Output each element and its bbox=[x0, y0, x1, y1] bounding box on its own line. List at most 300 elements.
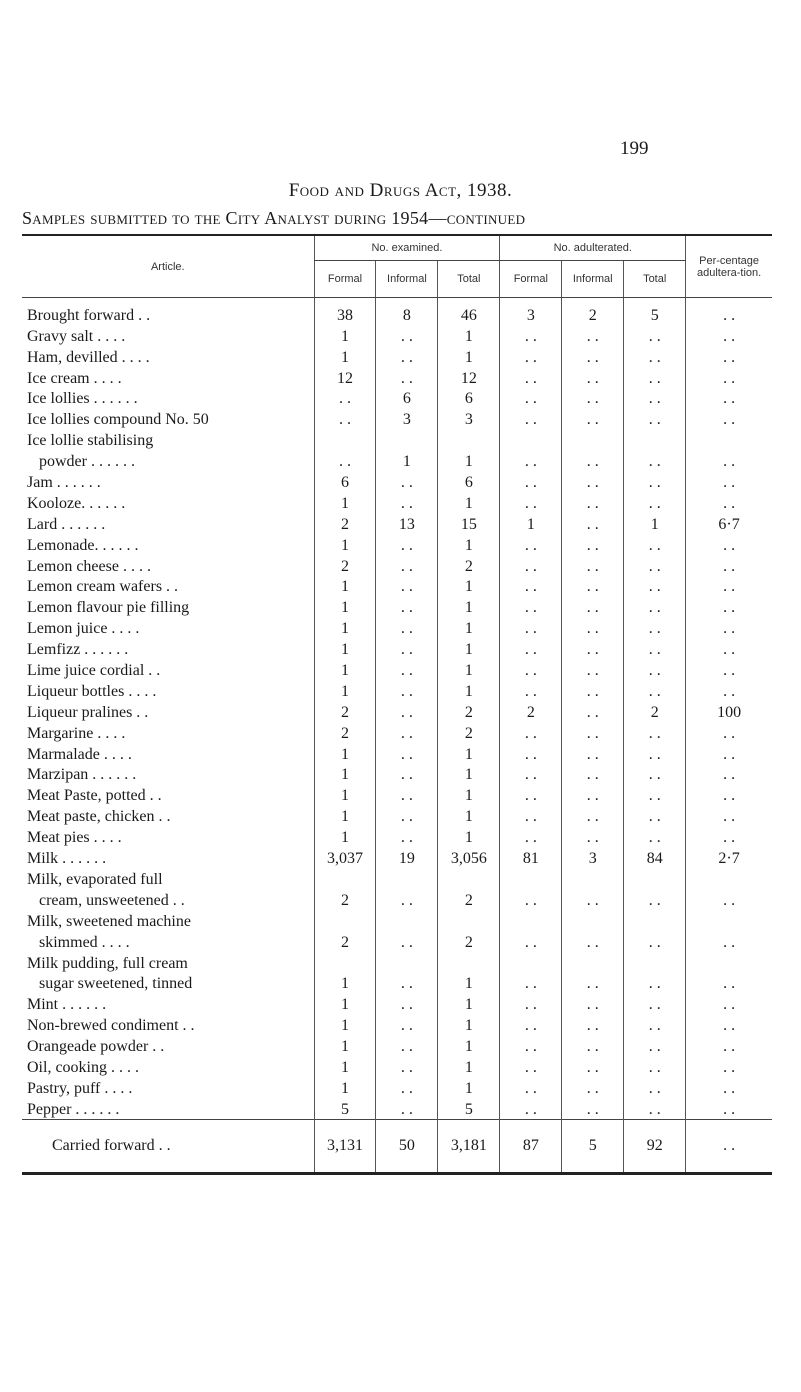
adulterated-formal-cell: . . bbox=[500, 408, 562, 429]
adulterated-formal-cell: . . bbox=[500, 764, 562, 785]
article-cell: Jam . . . . . . bbox=[27, 474, 101, 492]
examined-total-cell: 1 bbox=[438, 805, 500, 826]
percentage-cell: . . bbox=[686, 298, 772, 325]
adulterated-total-cell: 84 bbox=[624, 847, 686, 868]
adulterated-informal-cell: . . bbox=[562, 1056, 624, 1077]
examined-informal-cell bbox=[376, 429, 438, 450]
table-row bbox=[22, 408, 772, 429]
adulterated-formal-cell: . . bbox=[500, 346, 562, 367]
examined-total-cell: 2 bbox=[438, 931, 500, 952]
adulterated-formal-cell: . . bbox=[500, 722, 562, 743]
examined-informal-cell: . . bbox=[376, 576, 438, 597]
header-examined-formal: Formal bbox=[314, 261, 376, 298]
examined-informal-cell: . . bbox=[376, 1056, 438, 1077]
adulterated-formal-cell: . . bbox=[500, 784, 562, 805]
adulterated-formal-cell: . . bbox=[500, 596, 562, 617]
examined-total-cell: 1 bbox=[438, 450, 500, 471]
adulterated-total-cell: . . bbox=[624, 680, 686, 701]
adulterated-formal-cell: . . bbox=[500, 680, 562, 701]
percentage-cell: . . bbox=[686, 680, 772, 701]
examined-total-cell: 6 bbox=[438, 388, 500, 409]
examined-formal-cell: 1 bbox=[314, 1014, 376, 1035]
examined-formal-cell: . . bbox=[314, 388, 376, 409]
adulterated-formal-cell: . . bbox=[500, 1077, 562, 1098]
adulterated-total-cell: . . bbox=[624, 617, 686, 638]
percentage-cell bbox=[686, 910, 772, 931]
adulterated-informal-cell: . . bbox=[562, 764, 624, 785]
adulterated-formal-cell: . . bbox=[500, 1056, 562, 1077]
adulterated-informal-cell: . . bbox=[562, 701, 624, 722]
adulterated-total-cell bbox=[624, 429, 686, 450]
adulterated-informal-cell: . . bbox=[562, 388, 624, 409]
examined-formal-cell: 1 bbox=[314, 764, 376, 785]
percentage-cell: . . bbox=[686, 492, 772, 513]
table-row bbox=[22, 298, 772, 325]
examined-formal-cell: 1 bbox=[314, 1077, 376, 1098]
table-row bbox=[22, 952, 772, 973]
adulterated-formal-cell: . . bbox=[500, 492, 562, 513]
adulterated-total-cell: 2 bbox=[624, 701, 686, 722]
header-percentage: Per-centage adultera-tion. bbox=[686, 235, 772, 298]
adulterated-total-cell: . . bbox=[624, 555, 686, 576]
header-adulterated-formal: Formal bbox=[500, 261, 562, 298]
examined-total-cell: 2 bbox=[438, 722, 500, 743]
adulterated-informal-cell: . . bbox=[562, 534, 624, 555]
examined-total-cell: 3,056 bbox=[438, 847, 500, 868]
adulterated-formal-cell: . . bbox=[500, 805, 562, 826]
percentage-cell: . . bbox=[686, 471, 772, 492]
examined-total-cell: 6 bbox=[438, 471, 500, 492]
table-row bbox=[22, 492, 772, 513]
percentage-cell: . . bbox=[686, 1035, 772, 1056]
examined-total-cell bbox=[438, 910, 500, 931]
table-row bbox=[22, 1098, 772, 1119]
examined-informal-cell: . . bbox=[376, 722, 438, 743]
article-cell: Lemon juice . . . . bbox=[27, 620, 140, 638]
carried-adulterated-total: 92 bbox=[624, 1119, 686, 1173]
examined-formal-cell: 1 bbox=[314, 993, 376, 1014]
adulterated-informal-cell: . . bbox=[562, 889, 624, 910]
examined-total-cell: 1 bbox=[438, 596, 500, 617]
article-cell: Mint . . . . . . bbox=[27, 996, 107, 1014]
examined-informal-cell: . . bbox=[376, 1077, 438, 1098]
examined-total-cell: 46 bbox=[438, 298, 500, 325]
adulterated-total-cell: . . bbox=[624, 325, 686, 346]
adulterated-formal-cell: . . bbox=[500, 367, 562, 388]
adulterated-formal-cell: 2 bbox=[500, 701, 562, 722]
adulterated-total-cell: 1 bbox=[624, 513, 686, 534]
adulterated-informal-cell: . . bbox=[562, 471, 624, 492]
percentage-cell: . . bbox=[686, 764, 772, 785]
adulterated-total-cell: . . bbox=[624, 1035, 686, 1056]
examined-total-cell bbox=[438, 868, 500, 889]
adulterated-informal-cell: . . bbox=[562, 346, 624, 367]
adulterated-informal-cell: . . bbox=[562, 367, 624, 388]
percentage-cell: 6·7 bbox=[686, 513, 772, 534]
adulterated-formal-cell: . . bbox=[500, 638, 562, 659]
examined-formal-cell: 1 bbox=[314, 534, 376, 555]
examined-formal-cell: 1 bbox=[314, 617, 376, 638]
adulterated-informal-cell: . . bbox=[562, 1035, 624, 1056]
adulterated-informal-cell: . . bbox=[562, 743, 624, 764]
adulterated-informal-cell: . . bbox=[562, 408, 624, 429]
examined-formal-cell: 1 bbox=[314, 1035, 376, 1056]
adulterated-formal-cell: . . bbox=[500, 973, 562, 994]
adulterated-total-cell: . . bbox=[624, 1014, 686, 1035]
adulterated-formal-cell: . . bbox=[500, 617, 562, 638]
article-cell: Lemfizz . . . . . . bbox=[27, 641, 129, 659]
examined-informal-cell: . . bbox=[376, 534, 438, 555]
table-row bbox=[22, 638, 772, 659]
adulterated-formal-cell: . . bbox=[500, 1014, 562, 1035]
examined-informal-cell: . . bbox=[376, 889, 438, 910]
table-row bbox=[22, 722, 772, 743]
adulterated-informal-cell: . . bbox=[562, 596, 624, 617]
table-row bbox=[22, 910, 772, 931]
adulterated-total-cell: . . bbox=[624, 1056, 686, 1077]
adulterated-informal-cell: . . bbox=[562, 638, 624, 659]
table-row bbox=[22, 680, 772, 701]
examined-formal-cell: 38 bbox=[314, 298, 376, 325]
adulterated-informal-cell: . . bbox=[562, 826, 624, 847]
percentage-cell bbox=[686, 952, 772, 973]
percentage-cell: . . bbox=[686, 617, 772, 638]
article-cell: Ice lollie stabilising bbox=[27, 432, 154, 450]
header-adulterated-informal: Informal bbox=[562, 261, 624, 298]
adulterated-formal-cell: . . bbox=[500, 555, 562, 576]
article-cell: Brought forward . . bbox=[27, 306, 151, 324]
table-row bbox=[22, 367, 772, 388]
adulterated-total-cell: . . bbox=[624, 492, 686, 513]
examined-formal-cell: 2 bbox=[314, 889, 376, 910]
header-examined-informal: Informal bbox=[376, 261, 438, 298]
adulterated-total-cell: . . bbox=[624, 576, 686, 597]
examined-formal-cell: 1 bbox=[314, 784, 376, 805]
adulterated-informal-cell: . . bbox=[562, 659, 624, 680]
adulterated-informal-cell: 2 bbox=[562, 298, 624, 325]
examined-informal-cell: . . bbox=[376, 596, 438, 617]
examined-total-cell: 1 bbox=[438, 680, 500, 701]
article-cell: Non-brewed condiment . . bbox=[27, 1017, 195, 1035]
adulterated-informal-cell: . . bbox=[562, 973, 624, 994]
examined-formal-cell: 1 bbox=[314, 973, 376, 994]
adulterated-informal-cell bbox=[562, 868, 624, 889]
examined-formal-cell: 1 bbox=[314, 743, 376, 764]
adulterated-total-cell: . . bbox=[624, 471, 686, 492]
examined-formal-cell: 2 bbox=[314, 722, 376, 743]
examined-total-cell: 1 bbox=[438, 325, 500, 346]
table-row bbox=[22, 596, 772, 617]
table-row bbox=[22, 429, 772, 450]
adulterated-total-cell: . . bbox=[624, 743, 686, 764]
examined-total-cell: 12 bbox=[438, 367, 500, 388]
examined-total-cell: 1 bbox=[438, 784, 500, 805]
examined-formal-cell: 1 bbox=[314, 346, 376, 367]
adulterated-total-cell: . . bbox=[624, 722, 686, 743]
percentage-cell: . . bbox=[686, 325, 772, 346]
percentage-cell: 100 bbox=[686, 701, 772, 722]
article-cell: skimmed . . . . bbox=[27, 933, 130, 951]
examined-total-cell: 1 bbox=[438, 638, 500, 659]
adulterated-informal-cell: . . bbox=[562, 722, 624, 743]
examined-informal-cell: . . bbox=[376, 1098, 438, 1119]
adulterated-total-cell: . . bbox=[624, 931, 686, 952]
adulterated-formal-cell: 3 bbox=[500, 298, 562, 325]
adulterated-total-cell: . . bbox=[624, 826, 686, 847]
examined-formal-cell: 1 bbox=[314, 659, 376, 680]
percentage-cell: . . bbox=[686, 596, 772, 617]
examined-total-cell: 1 bbox=[438, 764, 500, 785]
examined-informal-cell: . . bbox=[376, 555, 438, 576]
examined-total-cell: 1 bbox=[438, 659, 500, 680]
percentage-cell: . . bbox=[686, 346, 772, 367]
percentage-cell: . . bbox=[686, 450, 772, 471]
article-cell: Meat pies . . . . bbox=[27, 829, 122, 847]
adulterated-informal-cell: . . bbox=[562, 576, 624, 597]
examined-informal-cell: . . bbox=[376, 931, 438, 952]
examined-formal-cell: 1 bbox=[314, 596, 376, 617]
adulterated-formal-cell: . . bbox=[500, 450, 562, 471]
examined-informal-cell: . . bbox=[376, 659, 438, 680]
adulterated-informal-cell: . . bbox=[562, 1077, 624, 1098]
article-cell: Orangeade powder . . bbox=[27, 1038, 165, 1056]
examined-formal-cell: 1 bbox=[314, 576, 376, 597]
examined-informal-cell: . . bbox=[376, 973, 438, 994]
article-cell: Margarine . . . . bbox=[27, 724, 126, 742]
examined-formal-cell: . . bbox=[314, 408, 376, 429]
examined-informal-cell: . . bbox=[376, 1035, 438, 1056]
examined-formal-cell bbox=[314, 952, 376, 973]
examined-formal-cell: 6 bbox=[314, 471, 376, 492]
percentage-cell: . . bbox=[686, 659, 772, 680]
examined-informal-cell bbox=[376, 952, 438, 973]
table-row bbox=[22, 617, 772, 638]
examined-informal-cell: . . bbox=[376, 764, 438, 785]
adulterated-formal-cell: 1 bbox=[500, 513, 562, 534]
article-cell: Lemon cream wafers . . bbox=[27, 578, 179, 596]
article-cell: Liqueur pralines . . bbox=[27, 703, 149, 721]
examined-total-cell: 5 bbox=[438, 1098, 500, 1119]
header-adulterated-total: Total bbox=[624, 261, 686, 298]
percentage-cell: . . bbox=[686, 973, 772, 994]
table-row bbox=[22, 471, 772, 492]
examined-formal-cell: 2 bbox=[314, 513, 376, 534]
examined-formal-cell: 1 bbox=[314, 1056, 376, 1077]
adulterated-total-cell: . . bbox=[624, 346, 686, 367]
article-cell: Oil, cooking . . . . bbox=[27, 1058, 139, 1076]
examined-total-cell bbox=[438, 952, 500, 973]
table-row bbox=[22, 889, 772, 910]
table-row bbox=[22, 931, 772, 952]
examined-total-cell bbox=[438, 429, 500, 450]
examined-formal-cell: 1 bbox=[314, 805, 376, 826]
adulterated-formal-cell: . . bbox=[500, 743, 562, 764]
percentage-cell: . . bbox=[686, 743, 772, 764]
adulterated-formal-cell: . . bbox=[500, 993, 562, 1014]
table-row bbox=[22, 450, 772, 471]
article-cell: Liqueur bottles . . . . bbox=[27, 682, 157, 700]
adulterated-total-cell: . . bbox=[624, 596, 686, 617]
adulterated-formal-cell: . . bbox=[500, 889, 562, 910]
article-cell: Meat paste, chicken . . bbox=[27, 808, 171, 826]
percentage-cell: . . bbox=[686, 1077, 772, 1098]
adulterated-total-cell: . . bbox=[624, 764, 686, 785]
percentage-cell: . . bbox=[686, 367, 772, 388]
percentage-cell: . . bbox=[686, 555, 772, 576]
examined-total-cell: 2 bbox=[438, 555, 500, 576]
percentage-cell: . . bbox=[686, 784, 772, 805]
percentage-cell: . . bbox=[686, 388, 772, 409]
examined-total-cell: 2 bbox=[438, 889, 500, 910]
adulterated-total-cell: . . bbox=[624, 659, 686, 680]
article-cell: Lime juice cordial . . bbox=[27, 662, 161, 680]
adulterated-informal-cell: . . bbox=[562, 680, 624, 701]
examined-formal-cell: 2 bbox=[314, 701, 376, 722]
examined-informal-cell: . . bbox=[376, 367, 438, 388]
header-article: Article. bbox=[22, 235, 314, 298]
examined-total-cell: 1 bbox=[438, 1056, 500, 1077]
article-cell: Lemon cheese . . . . bbox=[27, 557, 151, 575]
adulterated-total-cell: . . bbox=[624, 1098, 686, 1119]
percentage-cell: . . bbox=[686, 722, 772, 743]
adulterated-formal-cell: . . bbox=[500, 576, 562, 597]
table-row bbox=[22, 784, 772, 805]
header-adulterated: No. adulterated. bbox=[500, 235, 686, 261]
adulterated-total-cell: . . bbox=[624, 367, 686, 388]
adulterated-informal-cell: . . bbox=[562, 931, 624, 952]
table-row bbox=[22, 1014, 772, 1035]
examined-formal-cell: 5 bbox=[314, 1098, 376, 1119]
article-cell: Ice lollies . . . . . . bbox=[27, 390, 138, 408]
examined-total-cell: 1 bbox=[438, 1035, 500, 1056]
article-cell: Lemon flavour pie filling bbox=[27, 599, 190, 617]
percentage-cell bbox=[686, 429, 772, 450]
carried-forward-row bbox=[22, 1119, 772, 1173]
adulterated-total-cell: . . bbox=[624, 534, 686, 555]
examined-informal-cell: . . bbox=[376, 701, 438, 722]
table-row bbox=[22, 388, 772, 409]
header-examined-total: Total bbox=[438, 261, 500, 298]
article-cell: Milk, evaporated full bbox=[27, 870, 163, 888]
examined-total-cell: 3 bbox=[438, 408, 500, 429]
percentage-cell: . . bbox=[686, 826, 772, 847]
article-cell: Milk . . . . . . bbox=[27, 850, 107, 868]
adulterated-formal-cell bbox=[500, 952, 562, 973]
percentage-cell: . . bbox=[686, 805, 772, 826]
examined-total-cell: 1 bbox=[438, 617, 500, 638]
adulterated-formal-cell bbox=[500, 868, 562, 889]
examined-formal-cell bbox=[314, 910, 376, 931]
table-row bbox=[22, 534, 772, 555]
article-cell: Gravy salt . . . . bbox=[27, 327, 126, 345]
adulterated-total-cell: . . bbox=[624, 889, 686, 910]
adulterated-formal-cell bbox=[500, 429, 562, 450]
adulterated-total-cell: . . bbox=[624, 993, 686, 1014]
adulterated-informal-cell: . . bbox=[562, 450, 624, 471]
adulterated-total-cell: . . bbox=[624, 805, 686, 826]
table-row bbox=[22, 576, 772, 597]
adulterated-total-cell: . . bbox=[624, 408, 686, 429]
adulterated-total-cell bbox=[624, 910, 686, 931]
article-cell: Ham, devilled . . . . bbox=[27, 348, 150, 366]
table-row bbox=[22, 764, 772, 785]
examined-total-cell: 2 bbox=[438, 701, 500, 722]
article-cell: Milk pudding, full cream bbox=[27, 954, 188, 972]
carried-forward-label: Carried forward . . bbox=[22, 1119, 314, 1173]
page-number: 199 bbox=[620, 138, 649, 159]
article-cell: Lard . . . . . . bbox=[27, 515, 106, 533]
carried-examined-informal: 50 bbox=[376, 1119, 438, 1173]
adulterated-informal-cell bbox=[562, 952, 624, 973]
adulterated-formal-cell: . . bbox=[500, 826, 562, 847]
table-row bbox=[22, 826, 772, 847]
percentage-cell: . . bbox=[686, 408, 772, 429]
table-body bbox=[22, 298, 772, 1120]
table-row bbox=[22, 973, 772, 994]
article-cell: Marmalade . . . . bbox=[27, 745, 132, 763]
adulterated-formal-cell bbox=[500, 910, 562, 931]
table-row bbox=[22, 325, 772, 346]
adulterated-formal-cell: . . bbox=[500, 1098, 562, 1119]
examined-formal-cell: . . bbox=[314, 450, 376, 471]
examined-formal-cell: 12 bbox=[314, 367, 376, 388]
adulterated-informal-cell: . . bbox=[562, 805, 624, 826]
table-row bbox=[22, 993, 772, 1014]
adulterated-total-cell: . . bbox=[624, 450, 686, 471]
table-row bbox=[22, 847, 772, 868]
examined-informal-cell: . . bbox=[376, 617, 438, 638]
article-cell: Meat Paste, potted . . bbox=[27, 787, 162, 805]
adulterated-formal-cell: . . bbox=[500, 931, 562, 952]
adulterated-informal-cell bbox=[562, 910, 624, 931]
percentage-cell: . . bbox=[686, 1056, 772, 1077]
heading-title: Food and Drugs Act, 1938. bbox=[288, 180, 513, 201]
page-subheading: Samples submitted to the City Analyst during 1954—continued bbox=[22, 208, 526, 228]
adulterated-informal-cell: . . bbox=[562, 1014, 624, 1035]
adulterated-total-cell: 5 bbox=[624, 298, 686, 325]
percentage-cell: . . bbox=[686, 534, 772, 555]
examined-formal-cell: 3,037 bbox=[314, 847, 376, 868]
examined-total-cell: 15 bbox=[438, 513, 500, 534]
page-heading bbox=[0, 180, 801, 202]
examined-formal-cell bbox=[314, 429, 376, 450]
adulterated-informal-cell: . . bbox=[562, 513, 624, 534]
examined-informal-cell: . . bbox=[376, 638, 438, 659]
examined-total-cell: 1 bbox=[438, 346, 500, 367]
adulterated-formal-cell: . . bbox=[500, 471, 562, 492]
examined-formal-cell: 2 bbox=[314, 555, 376, 576]
examined-informal-cell bbox=[376, 868, 438, 889]
adulterated-total-cell: . . bbox=[624, 1077, 686, 1098]
adulterated-informal-cell bbox=[562, 429, 624, 450]
adulterated-total-cell: . . bbox=[624, 784, 686, 805]
percentage-cell: . . bbox=[686, 889, 772, 910]
article-cell: Milk, sweetened machine bbox=[27, 912, 191, 930]
examined-informal-cell: . . bbox=[376, 680, 438, 701]
examined-informal-cell: 8 bbox=[376, 298, 438, 325]
examined-formal-cell: 1 bbox=[314, 826, 376, 847]
table-row bbox=[22, 701, 772, 722]
examined-informal-cell: . . bbox=[376, 826, 438, 847]
article-cell: Ice cream . . . . bbox=[27, 369, 122, 387]
table-row bbox=[22, 743, 772, 764]
article-cell: Pepper . . . . . . bbox=[27, 1100, 120, 1118]
examined-formal-cell: 1 bbox=[314, 325, 376, 346]
examined-total-cell: 1 bbox=[438, 993, 500, 1014]
examined-formal-cell bbox=[314, 868, 376, 889]
adulterated-formal-cell: . . bbox=[500, 534, 562, 555]
examined-informal-cell bbox=[376, 910, 438, 931]
